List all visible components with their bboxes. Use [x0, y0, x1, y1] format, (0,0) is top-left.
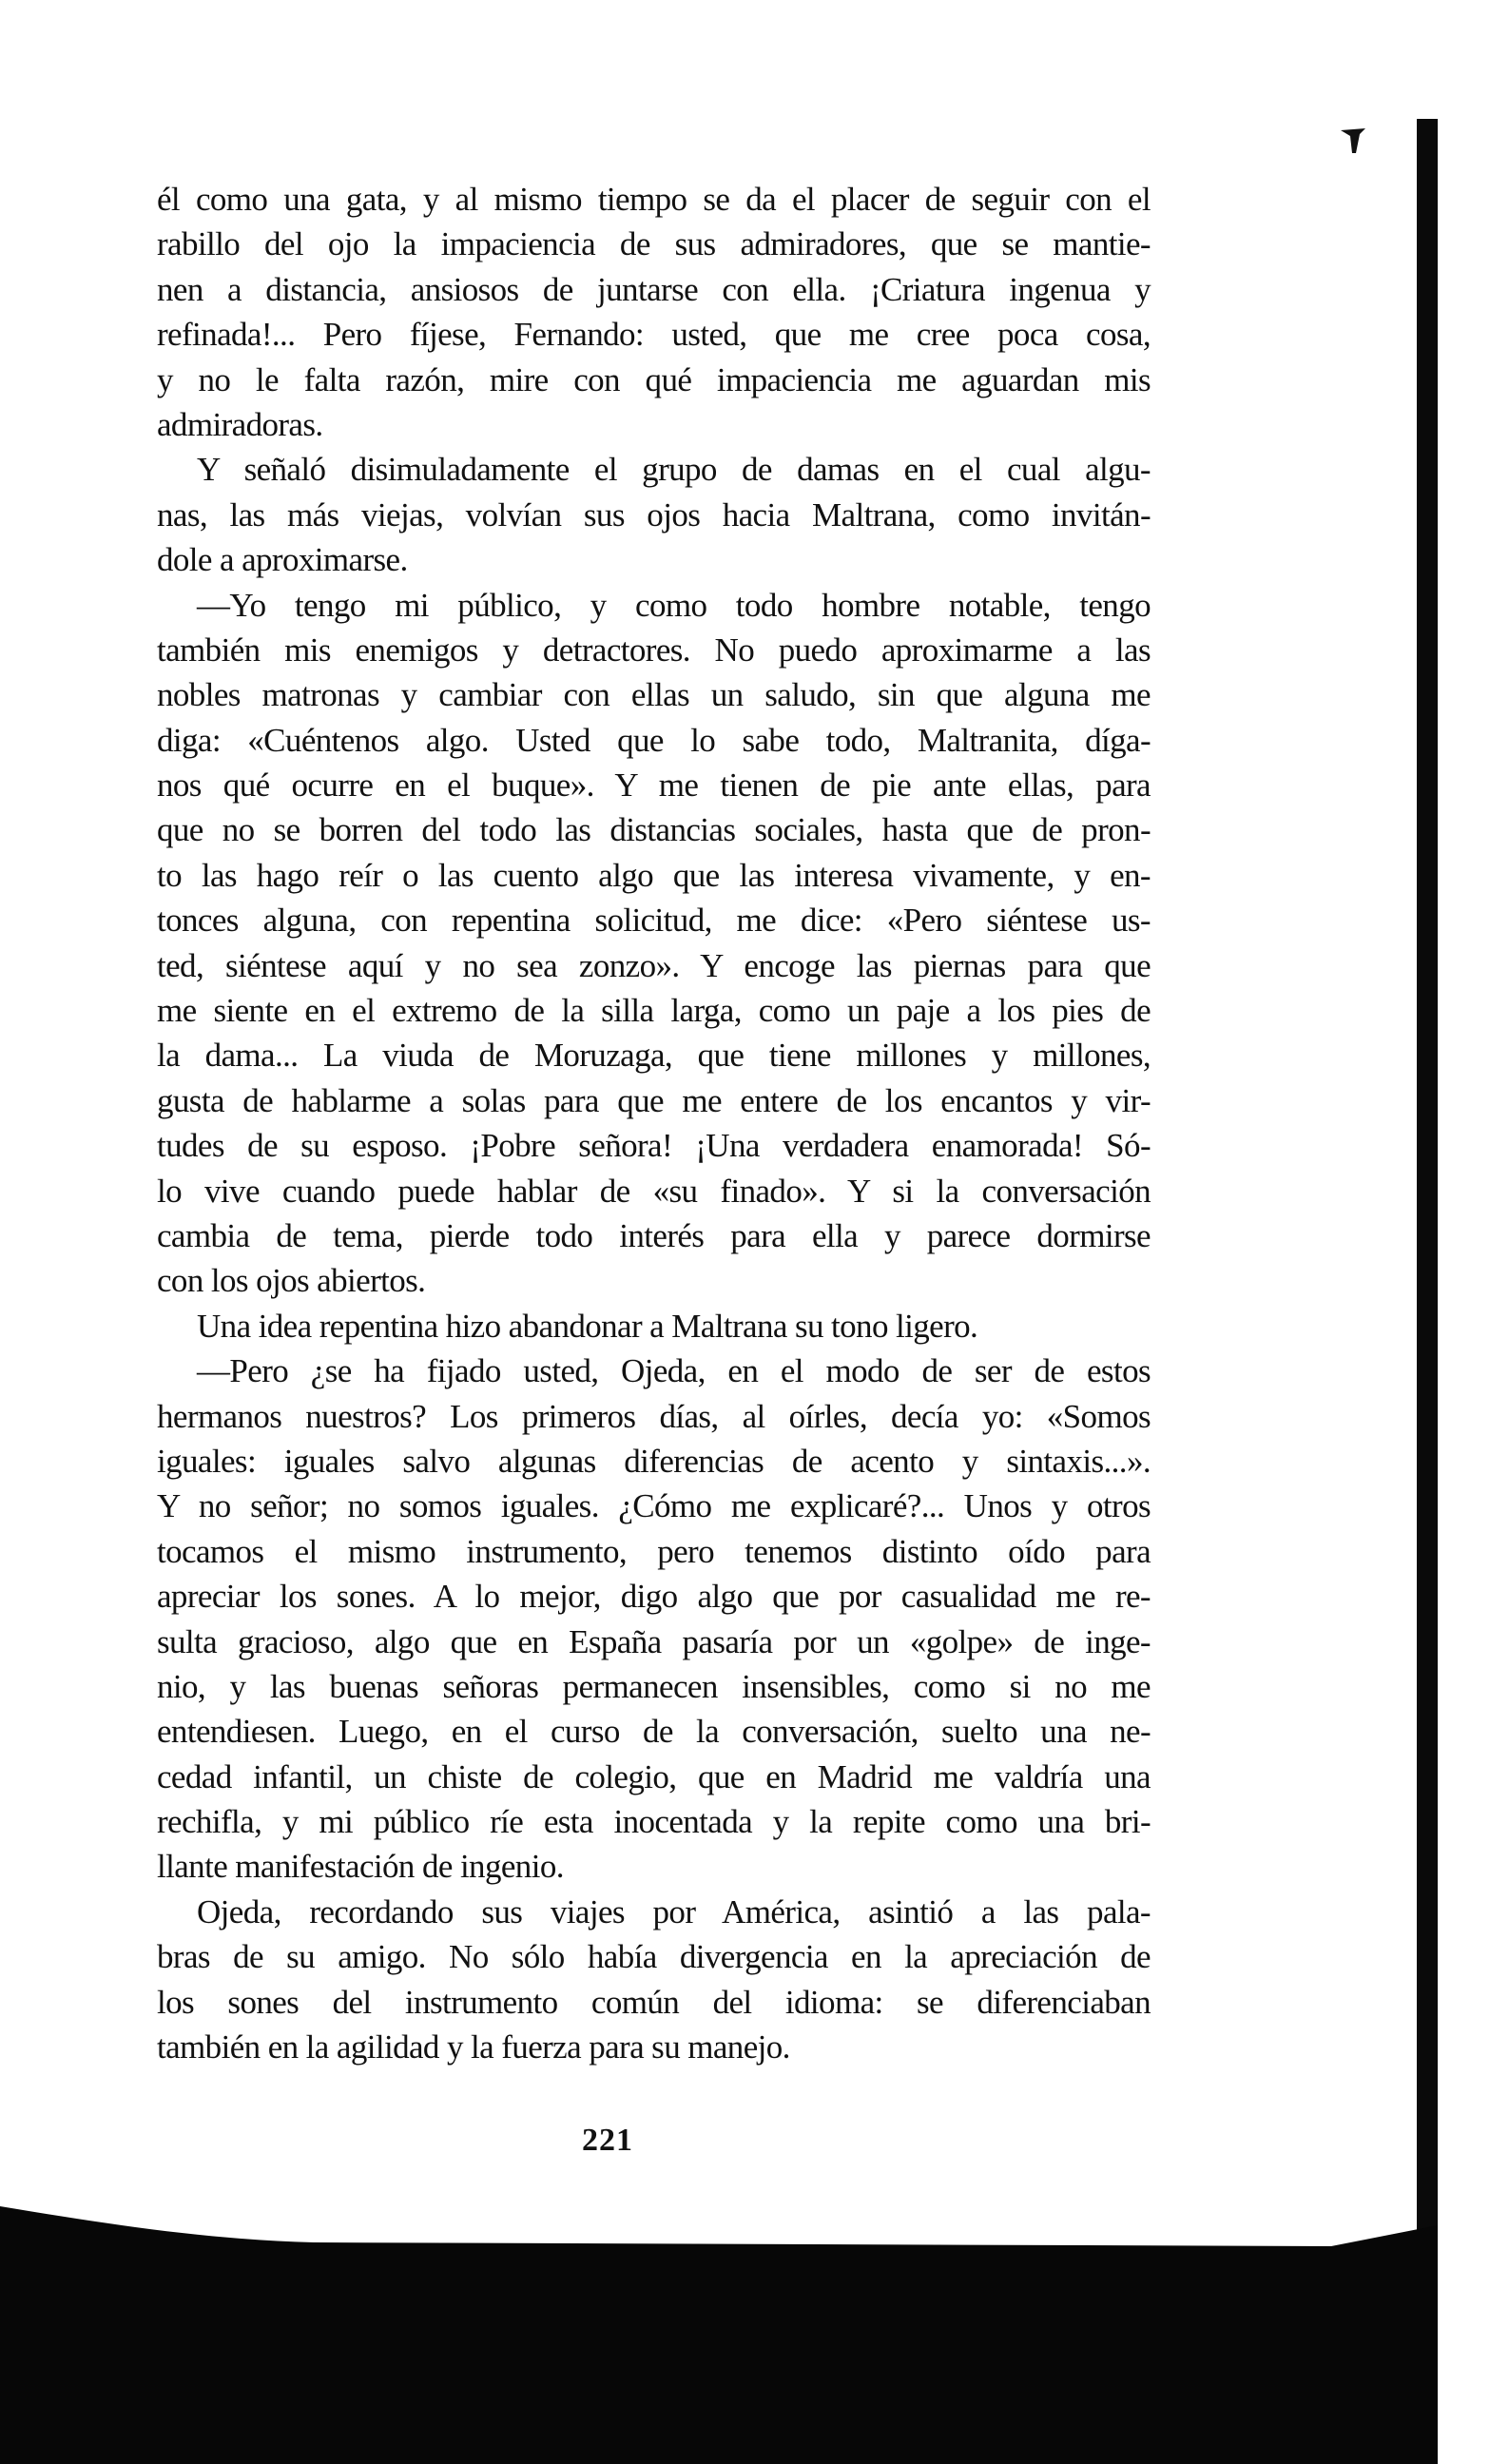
text-line: ted, siéntese aquí y no sea zonzo». Y encoge las piernas para que: [157, 946, 1151, 984]
text-line: Una idea repentina hizo abandonar a Maltrana su tono ligero.: [197, 1307, 978, 1345]
text-line: y no le falta razón, mire con qué impaciencia me aguardan mis: [157, 360, 1151, 398]
text-line: tonces alguna, con repentina solicitud, me dice: «Pero siéntese us-: [157, 902, 1151, 940]
text-line: rabillo del ojo la impaciencia de sus admiradores, que se mantie-: [157, 225, 1151, 263]
text-line: él como una gata, y al mismo tiempo se da el placer de seguir con el: [157, 181, 1151, 218]
text-line: llante manifestación de ingenio.: [157, 1848, 564, 1886]
text-line: bras de su amigo. No sólo había divergencia en la apreciación de: [157, 1938, 1151, 1976]
text-line: con los ojos abiertos.: [157, 1262, 426, 1300]
text-line: Ojeda, recordando sus viajes por América, asintió a las pala-: [197, 1892, 1151, 1930]
text-line: cedad infantil, un chiste de colegio, que en Madrid me valdría una: [157, 1757, 1151, 1795]
body-text: [157, 177, 1151, 2069]
text-line: refinada!... Pero fíjese, Fernando: usted, que me cree poca cosa,: [157, 316, 1151, 354]
text-line: cambia de tema, pierde todo interés para ella y parece dormirse: [157, 1216, 1151, 1254]
scan-edge-shadow: [1417, 119, 1438, 2464]
text-line: to las hago reír o las cuento algo que las interesa vivamente, y en-: [157, 856, 1151, 894]
text-line: nen a distancia, ansiosos de juntarse con ella. ¡Criatura ingenua y: [157, 270, 1151, 308]
text-line: —Yo tengo mi público, y como todo hombre notable, tengo: [197, 586, 1151, 624]
text-line: diga: «Cuéntenos algo. Usted que lo sabe todo, Maltranita, díga-: [157, 721, 1151, 759]
text-line: sulta gracioso, algo que en España pasaría por un «golpe» de inge-: [157, 1622, 1151, 1660]
text-line: lo vive cuando puede hablar de «su finado». Y si la conversación: [157, 1172, 1151, 1210]
text-line: hermanos nuestros? Los primeros días, al oírles, decía yo: «Somos: [157, 1397, 1151, 1435]
text-line: —Pero ¿se ha fijado usted, Ojeda, en el modo de ser de estos: [197, 1352, 1151, 1390]
text-line: nos qué ocurre en el buque». Y me tienen de pie ante ellas, para: [157, 766, 1151, 805]
text-line: nobles matronas y cambiar con ellas un saludo, sin que alguna me: [157, 676, 1151, 714]
scan-bottom-shadow: [0, 2187, 1438, 2464]
text-line: entendiesen. Luego, en el curso de la conversación, suelto una ne-: [157, 1713, 1151, 1751]
text-line: nas, las más viejas, volvían sus ojos hacia Maltrana, como invitán-: [157, 495, 1151, 534]
text-line: iguales: iguales salvo algunas diferencias de acento y sintaxis...».: [157, 1442, 1151, 1480]
text-line: también en la agilidad y la fuerza para su manejo.: [157, 2028, 790, 2066]
text-line: tudes de su esposo. ¡Pobre señora! ¡Una verdadera enamorada! Só-: [157, 1127, 1151, 1165]
text-line: admiradoras.: [157, 405, 323, 443]
text-line: tocamos el mismo instrumento, pero tenemos distinto oído para: [157, 1532, 1151, 1570]
text-line: apreciar los sones. A lo mejor, digo algo que por casualidad me re-: [157, 1578, 1151, 1616]
text-line: me siente en el extremo de la silla larga, como un paje a los pies de: [157, 992, 1151, 1030]
text-line: dole a aproximarse.: [157, 541, 408, 579]
text-line: Y señaló disimuladamente el grupo de damas en el cual algu-: [197, 451, 1151, 489]
text-line: también mis enemigos y detractores. No puedo aproximarme a las: [157, 631, 1151, 669]
scan-mark-icon: [1341, 128, 1365, 153]
text-line: que no se borren del todo las distancias sociales, hasta que de pron-: [157, 811, 1151, 849]
text-line: nio, y las buenas señoras permanecen insensibles, como si no me: [157, 1667, 1151, 1705]
text-line: los sones del instrumento común del idioma: se diferenciaban: [157, 1983, 1151, 2021]
text-line: gusta de hablarme a solas para que me entere de los encantos y vir-: [157, 1081, 1151, 1119]
page-number: 221: [582, 2123, 633, 2158]
text-line: la dama... La viuda de Moruzaga, que tiene millones y millones,: [157, 1037, 1151, 1075]
text-line: rechifla, y mi público ríe esta inocentada y la repite como una bri-: [157, 1803, 1151, 1841]
text-line: Y no señor; no somos iguales. ¿Cómo me explicaré?... Unos y otros: [157, 1487, 1151, 1525]
